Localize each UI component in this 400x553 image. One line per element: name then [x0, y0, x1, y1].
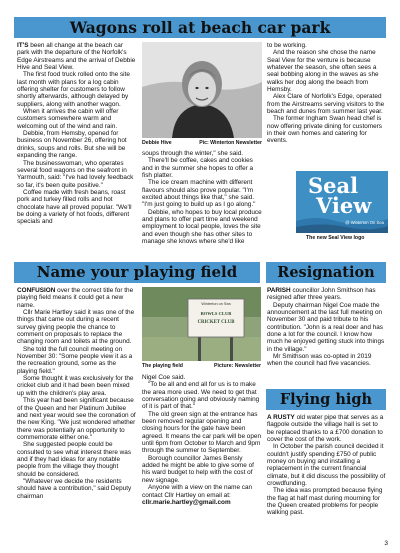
headline-banner-flying-high — [266, 389, 386, 410]
paragraph: Some thought it was exclusively for the cricket club and it had been been mixed up with the children's play area. — [17, 375, 134, 397]
logo-caption: The new Seal View logo — [306, 235, 365, 241]
paragraph: soups through the winter," she said. — [142, 150, 244, 157]
paragraph: Cllr Marie Hartley said it was one of the things that came out during a recent survey giving people the chance to comment on proposals to replace the changing room and toilets at the ground. — [17, 309, 135, 346]
sign-text-3: CRICKET CLUB — [197, 320, 235, 325]
headline-wagons: Wagons roll at beach car park — [69, 18, 331, 37]
caption-right: Pic: Winterton Newsletter — [199, 140, 262, 146]
headline-banner-resignation — [266, 262, 386, 283]
headline-playing-field: Name your playing field — [36, 263, 238, 281]
paragraph: The idea was prompted because flying the flag at half mast during mourning for the Queen created problems for people walking past. — [267, 487, 383, 517]
seal-view-logo — [296, 171, 388, 233]
photo-caption — [142, 363, 261, 369]
story4-column — [267, 414, 386, 517]
paragraph: Debbie, from Hemsby, opened for business on November 26, offering hot drinks, soups and rolls. But she will be expanding the range. — [17, 130, 127, 160]
paragraph: councillor John Smithson has resigned after three years. — [267, 287, 376, 302]
portrait-image — [142, 42, 262, 138]
paragraph: Debbie, who hopes to buy local produce and plans to offer part time and weekend employment to local people, loves the site and even though she has other sites to manage she knows where she'd like — [142, 208, 262, 246]
story3-lead: PARISH — [267, 287, 291, 294]
paragraph: Coffee made with fresh beans, roast pork and turkey filled rolls and hot chocolate have all proved popular. "We'll be doing a variety of hot foods, different specials and — [17, 188, 132, 226]
story1-column3 — [267, 42, 386, 145]
paragraph: In October the parish council decided it couldn't justify spending £750 of public money on buying and installing a replacement in the current financial climate, but it did discuss the possibility of crowdfunding. — [267, 443, 386, 488]
paragraph: Nigel Coe said. — [142, 374, 186, 381]
paragraph: over the correct title for the playing field means it could get a new name. — [17, 287, 134, 309]
paragraph: And the reason she chose the name Seal View for the venture is because whatever the season, she often sees a seal bobbing along in the waves as she walks her dog along the beach from Hemsby. — [267, 49, 379, 94]
caption-right: Picture: Newsletter — [214, 363, 261, 369]
story3-column — [267, 287, 386, 368]
sign-text-2: BOWLS CLUB — [200, 311, 232, 316]
headline-banner-playing-field — [14, 262, 260, 283]
paragraph: She suggested people could be consulted to see what interest there was and if they had ideas for any notable people from the village they thought should be considered. — [17, 441, 132, 478]
caption-left: The playing field — [142, 363, 183, 369]
story2-lead: CONFUSION — [17, 287, 56, 294]
story1-column2 — [142, 150, 262, 245]
headline-banner-wagons — [14, 17, 386, 38]
logo-tagline: @ Winterton On Sea — [345, 220, 384, 225]
paragraph: Borough councillor James Bensly added he might be able to give some of his ward budget to help with the cost of new signage. — [142, 454, 254, 484]
headline-resignation: Resignation — [277, 264, 375, 281]
paragraph: old water pipe that serves as a flagpole outside the village hall is set to be replaced thanks to a £700 donation to cover the cost of the work. — [267, 414, 384, 444]
playing-field-photo — [142, 287, 261, 361]
contact-email: cllr.marie.hartley@gmail.com — [142, 498, 231, 506]
paragraph: Alex Clare of Norfolk's Edge, operated from the Airstreams serving visitors to the beach and dunes from summer last year. — [267, 93, 385, 116]
paragraph: Mr Smithson was co-opted in 2019 when the council had five vacancies. — [267, 353, 372, 368]
paragraph: "To be all and end all for us is to make the area more used. We need to get that conversation going and obviously naming of it is part of that." — [142, 381, 260, 411]
logo-word-seal: Seal — [308, 173, 359, 198]
sign-text-1: Winterton on Sea — [201, 302, 231, 306]
headline-flying-high: Flying high — [279, 391, 373, 408]
story4-lead: A RUSTY — [267, 414, 295, 421]
paragraph: Anyone with a view on the name can contact Cllr Hartley on email at: — [142, 484, 253, 499]
paragraph: "Whatever we decide the residents should have a contribution," said Deputy chairman — [17, 477, 132, 500]
paragraph: Deputy chairman Nigel Coe made the announcement at the last full meeting on November 30 and paid tribute to his contribution. "John is a real doer and has done a lot for the council. I know how much he enjoyed getting stuck into things in the village." — [267, 301, 385, 353]
caption-left: Debbie Hive — [142, 140, 172, 146]
paragraph: The ice cream machine with different flavours should also prove popular. "I'm excited about things like that," she said. "I'm just going to build up as I go along." — [142, 179, 256, 209]
story2-column1 — [17, 287, 137, 500]
paragraph: The businesswoman, who operates several food wagons on the seafront in Yarmouth, said: "I've had lovely feedback so far, it's been quite positive." — [17, 159, 134, 189]
paragraph: When it arrives the cabin will offer customers somewhere warm and welcoming out of the wind and rain. — [17, 108, 119, 130]
story2-column2 — [142, 374, 261, 506]
page-number: 3 — [384, 540, 388, 547]
paragraph: The former Ingham Swan head chef is now offering private dining for customers in their own homes and catering for events. — [267, 115, 382, 145]
paragraph: There'll be coffee, cakes and cookies and in the summer she hopes to offer a fish platter. — [142, 157, 254, 180]
paragraph: The old green sign at the entrance has been removed regular opening and closing hours for the gate have been agreed. It means the car park will be open until 6pm from October to March and 9pm through the summer to September. — [142, 410, 262, 455]
photo-caption — [142, 140, 262, 146]
paragraph: She told the full council meeting on November 30: "Some people view it as a the recreation ground, some as the playing field." — [17, 345, 133, 375]
paragraph: This year had been significant because of the Queen and her Platinum Jubilee and next year would see the coronation of the new King. "We just wondered whether there was potentially an opportunity to commemorate either one." — [17, 397, 136, 441]
debbie-hive-photo — [142, 42, 262, 138]
logo-word-view: View — [316, 193, 372, 218]
story1-column1 — [17, 42, 137, 226]
paragraph: been all change at the beach car park with the departure of the Norfolk's Edge Airstreams and the arrival of Debbie Hive and Seal View. — [17, 42, 136, 72]
paragraph: to be working. — [267, 42, 307, 49]
story1-lead: IT'S — [17, 42, 29, 49]
paragraph: The first food truck rolled onto the site last month with plans for a log cabin offering shelter for customers to follow shortly afterwards, although delayed by suppliers, along with another wagon. — [17, 71, 130, 108]
